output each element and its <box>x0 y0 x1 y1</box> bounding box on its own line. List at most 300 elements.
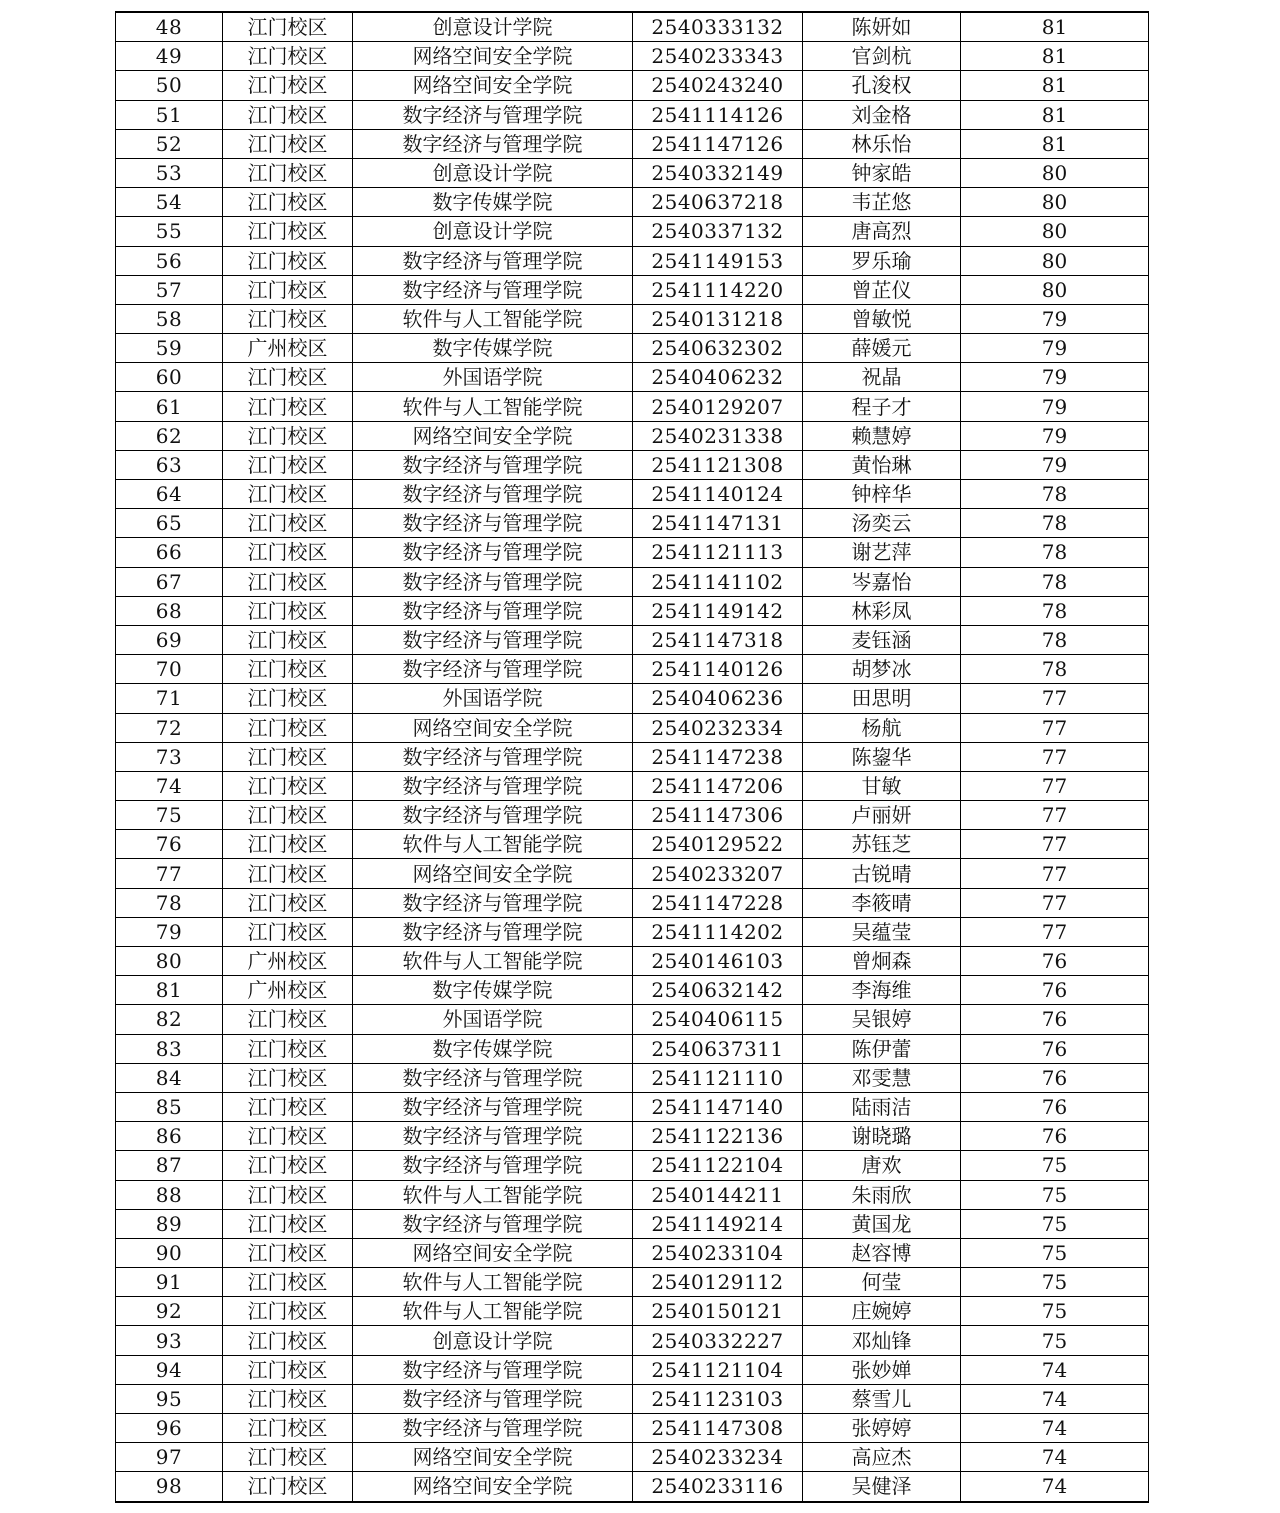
cell-rank: 70 <box>116 655 223 684</box>
cell-score: 79 <box>961 421 1149 450</box>
cell-campus: 广州校区 <box>223 976 353 1005</box>
cell-name: 古锐晴 <box>803 859 961 888</box>
cell-college: 数字经济与管理学院 <box>353 917 633 946</box>
cell-name: 卢丽妍 <box>803 801 961 830</box>
cell-college: 数字传媒学院 <box>353 188 633 217</box>
table-row <box>116 625 1149 654</box>
cell-rank: 92 <box>116 1297 223 1326</box>
cell-name: 张妙婵 <box>803 1355 961 1384</box>
cell-college: 创意设计学院 <box>353 217 633 246</box>
cell-score: 75 <box>961 1326 1149 1355</box>
cell-rank: 83 <box>116 1034 223 1063</box>
cell-student-id: 2541114220 <box>633 275 803 304</box>
cell-score: 81 <box>961 100 1149 129</box>
cell-rank: 53 <box>116 158 223 187</box>
table-row <box>116 655 1149 684</box>
cell-campus: 江门校区 <box>223 1297 353 1326</box>
cell-student-id: 2540637218 <box>633 188 803 217</box>
cell-campus: 江门校区 <box>223 509 353 538</box>
cell-score: 74 <box>961 1414 1149 1443</box>
cell-student-id: 2541147238 <box>633 742 803 771</box>
cell-student-id: 2540632142 <box>633 976 803 1005</box>
cell-college: 网络空间安全学院 <box>353 42 633 71</box>
cell-campus: 江门校区 <box>223 1326 353 1355</box>
cell-campus: 江门校区 <box>223 480 353 509</box>
table-row <box>116 1180 1149 1209</box>
score-table <box>115 11 1149 1503</box>
cell-college: 软件与人工智能学院 <box>353 830 633 859</box>
table-row <box>116 1414 1149 1443</box>
cell-college: 外国语学院 <box>353 684 633 713</box>
cell-score: 80 <box>961 188 1149 217</box>
cell-name: 唐高烈 <box>803 217 961 246</box>
cell-campus: 广州校区 <box>223 947 353 976</box>
cell-student-id: 2541121104 <box>633 1355 803 1384</box>
cell-name: 张婷婷 <box>803 1414 961 1443</box>
cell-score: 79 <box>961 363 1149 392</box>
table-row <box>116 1063 1149 1092</box>
cell-name: 谢艺萍 <box>803 538 961 567</box>
table-row <box>116 509 1149 538</box>
cell-rank: 75 <box>116 801 223 830</box>
cell-score: 75 <box>961 1268 1149 1297</box>
cell-campus: 江门校区 <box>223 917 353 946</box>
cell-name: 赖慧婷 <box>803 421 961 450</box>
cell-campus: 江门校区 <box>223 596 353 625</box>
cell-rank: 52 <box>116 129 223 158</box>
cell-rank: 93 <box>116 1326 223 1355</box>
cell-rank: 51 <box>116 100 223 129</box>
cell-rank: 98 <box>116 1472 223 1502</box>
cell-campus: 江门校区 <box>223 1355 353 1384</box>
cell-college: 网络空间安全学院 <box>353 1238 633 1267</box>
cell-score: 78 <box>961 567 1149 596</box>
cell-college: 数字经济与管理学院 <box>353 1122 633 1151</box>
cell-rank: 76 <box>116 830 223 859</box>
cell-name: 汤奕云 <box>803 509 961 538</box>
cell-campus: 广州校区 <box>223 334 353 363</box>
cell-name: 钟梓华 <box>803 480 961 509</box>
cell-student-id: 2541147140 <box>633 1092 803 1121</box>
cell-rank: 85 <box>116 1092 223 1121</box>
cell-name: 曾敏悦 <box>803 304 961 333</box>
cell-score: 78 <box>961 538 1149 567</box>
table-row <box>116 363 1149 392</box>
cell-student-id: 2540632302 <box>633 334 803 363</box>
cell-rank: 97 <box>116 1443 223 1472</box>
table-row <box>116 421 1149 450</box>
cell-student-id: 2541147228 <box>633 888 803 917</box>
cell-college: 数字经济与管理学院 <box>353 100 633 129</box>
cell-rank: 64 <box>116 480 223 509</box>
cell-name: 李海维 <box>803 976 961 1005</box>
cell-name: 谢晓璐 <box>803 1122 961 1151</box>
cell-student-id: 2541114126 <box>633 100 803 129</box>
cell-name: 黄国龙 <box>803 1209 961 1238</box>
cell-college: 创意设计学院 <box>353 1326 633 1355</box>
cell-score: 77 <box>961 742 1149 771</box>
cell-score: 77 <box>961 684 1149 713</box>
cell-rank: 57 <box>116 275 223 304</box>
cell-name: 黄怡琳 <box>803 450 961 479</box>
cell-name: 陈妍如 <box>803 12 961 42</box>
cell-name: 赵容博 <box>803 1238 961 1267</box>
cell-campus: 江门校区 <box>223 1414 353 1443</box>
table-row <box>116 713 1149 742</box>
table-row <box>116 596 1149 625</box>
cell-campus: 江门校区 <box>223 450 353 479</box>
cell-campus: 江门校区 <box>223 217 353 246</box>
cell-rank: 91 <box>116 1268 223 1297</box>
table-row <box>116 888 1149 917</box>
cell-college: 数字经济与管理学院 <box>353 888 633 917</box>
cell-college: 外国语学院 <box>353 363 633 392</box>
table-row <box>116 947 1149 976</box>
cell-name: 田思明 <box>803 684 961 713</box>
cell-campus: 江门校区 <box>223 71 353 100</box>
cell-student-id: 2541122104 <box>633 1151 803 1180</box>
cell-campus: 江门校区 <box>223 888 353 917</box>
cell-rank: 90 <box>116 1238 223 1267</box>
cell-score: 75 <box>961 1297 1149 1326</box>
table-row <box>116 1034 1149 1063</box>
cell-name: 吴蕴莹 <box>803 917 961 946</box>
cell-score: 75 <box>961 1238 1149 1267</box>
cell-name: 吴健泽 <box>803 1472 961 1502</box>
cell-score: 76 <box>961 976 1149 1005</box>
cell-student-id: 2541121308 <box>633 450 803 479</box>
cell-rank: 87 <box>116 1151 223 1180</box>
cell-campus: 江门校区 <box>223 1063 353 1092</box>
cell-student-id: 2540337132 <box>633 217 803 246</box>
cell-campus: 江门校区 <box>223 188 353 217</box>
cell-name: 唐欢 <box>803 1151 961 1180</box>
cell-score: 78 <box>961 655 1149 684</box>
cell-campus: 江门校区 <box>223 771 353 800</box>
cell-name: 吴银婷 <box>803 1005 961 1034</box>
cell-score: 77 <box>961 801 1149 830</box>
cell-rank: 80 <box>116 947 223 976</box>
cell-rank: 49 <box>116 42 223 71</box>
cell-name: 韦芷悠 <box>803 188 961 217</box>
cell-name: 曾芷仪 <box>803 275 961 304</box>
cell-rank: 68 <box>116 596 223 625</box>
cell-name: 曾炯森 <box>803 947 961 976</box>
cell-college: 数字经济与管理学院 <box>353 567 633 596</box>
cell-college: 网络空间安全学院 <box>353 1472 633 1502</box>
table-row <box>116 742 1149 771</box>
cell-rank: 60 <box>116 363 223 392</box>
table-row <box>116 1297 1149 1326</box>
table-row <box>116 334 1149 363</box>
table-row <box>116 129 1149 158</box>
cell-name: 罗乐瑜 <box>803 246 961 275</box>
cell-rank: 94 <box>116 1355 223 1384</box>
cell-college: 数字经济与管理学院 <box>353 275 633 304</box>
cell-rank: 71 <box>116 684 223 713</box>
table-row <box>116 12 1149 42</box>
cell-name: 苏钰芝 <box>803 830 961 859</box>
cell-campus: 江门校区 <box>223 801 353 830</box>
cell-score: 81 <box>961 12 1149 42</box>
cell-campus: 江门校区 <box>223 1151 353 1180</box>
table-row <box>116 684 1149 713</box>
cell-campus: 江门校区 <box>223 1472 353 1502</box>
table-row <box>116 100 1149 129</box>
cell-score: 79 <box>961 334 1149 363</box>
cell-campus: 江门校区 <box>223 12 353 42</box>
cell-name: 朱雨欣 <box>803 1180 961 1209</box>
cell-campus: 江门校区 <box>223 1034 353 1063</box>
cell-student-id: 2541114202 <box>633 917 803 946</box>
cell-score: 80 <box>961 246 1149 275</box>
cell-campus: 江门校区 <box>223 275 353 304</box>
cell-college: 数字传媒学院 <box>353 976 633 1005</box>
cell-campus: 江门校区 <box>223 42 353 71</box>
cell-college: 创意设计学院 <box>353 158 633 187</box>
cell-campus: 江门校区 <box>223 1005 353 1034</box>
cell-student-id: 2540233234 <box>633 1443 803 1472</box>
cell-student-id: 2540146103 <box>633 947 803 976</box>
cell-rank: 63 <box>116 450 223 479</box>
cell-rank: 72 <box>116 713 223 742</box>
cell-name: 薛媛元 <box>803 334 961 363</box>
cell-college: 数字经济与管理学院 <box>353 1092 633 1121</box>
cell-score: 80 <box>961 217 1149 246</box>
cell-student-id: 2540332149 <box>633 158 803 187</box>
cell-college: 软件与人工智能学院 <box>353 392 633 421</box>
cell-rank: 50 <box>116 71 223 100</box>
cell-score: 77 <box>961 713 1149 742</box>
cell-score: 77 <box>961 830 1149 859</box>
cell-score: 81 <box>961 129 1149 158</box>
cell-score: 80 <box>961 275 1149 304</box>
table-row <box>116 275 1149 304</box>
cell-rank: 56 <box>116 246 223 275</box>
cell-college: 数字经济与管理学院 <box>353 596 633 625</box>
cell-rank: 77 <box>116 859 223 888</box>
cell-score: 76 <box>961 1034 1149 1063</box>
cell-campus: 江门校区 <box>223 1268 353 1297</box>
cell-campus: 江门校区 <box>223 538 353 567</box>
cell-score: 78 <box>961 509 1149 538</box>
cell-college: 软件与人工智能学院 <box>353 304 633 333</box>
cell-score: 76 <box>961 1092 1149 1121</box>
cell-student-id: 2541147131 <box>633 509 803 538</box>
table-row <box>116 480 1149 509</box>
cell-college: 数字经济与管理学院 <box>353 129 633 158</box>
cell-student-id: 2540131218 <box>633 304 803 333</box>
table-row <box>116 567 1149 596</box>
cell-student-id: 2540233343 <box>633 42 803 71</box>
cell-campus: 江门校区 <box>223 684 353 713</box>
cell-name: 麦钰涵 <box>803 625 961 654</box>
cell-student-id: 2540243240 <box>633 71 803 100</box>
cell-score: 76 <box>961 1122 1149 1151</box>
table-row <box>116 71 1149 100</box>
cell-campus: 江门校区 <box>223 1180 353 1209</box>
cell-name: 刘金格 <box>803 100 961 129</box>
cell-student-id: 2541141102 <box>633 567 803 596</box>
cell-name: 邓雯慧 <box>803 1063 961 1092</box>
cell-student-id: 2540129207 <box>633 392 803 421</box>
cell-college: 数字传媒学院 <box>353 1034 633 1063</box>
table-row <box>116 1209 1149 1238</box>
table-row <box>116 1326 1149 1355</box>
table-row <box>116 538 1149 567</box>
table-row <box>116 188 1149 217</box>
cell-name: 孔浚权 <box>803 71 961 100</box>
cell-college: 创意设计学院 <box>353 12 633 42</box>
cell-campus: 江门校区 <box>223 859 353 888</box>
cell-score: 81 <box>961 71 1149 100</box>
cell-name: 何莹 <box>803 1268 961 1297</box>
cell-rank: 74 <box>116 771 223 800</box>
cell-rank: 79 <box>116 917 223 946</box>
cell-student-id: 2541149142 <box>633 596 803 625</box>
cell-student-id: 2541123103 <box>633 1384 803 1413</box>
cell-name: 陈鋆华 <box>803 742 961 771</box>
cell-campus: 江门校区 <box>223 1092 353 1121</box>
cell-college: 数字经济与管理学院 <box>353 1355 633 1384</box>
cell-score: 79 <box>961 304 1149 333</box>
cell-college: 数字经济与管理学院 <box>353 1151 633 1180</box>
cell-campus: 江门校区 <box>223 246 353 275</box>
cell-student-id: 2540637311 <box>633 1034 803 1063</box>
cell-campus: 江门校区 <box>223 655 353 684</box>
cell-score: 77 <box>961 888 1149 917</box>
cell-campus: 江门校区 <box>223 129 353 158</box>
table-row <box>116 1092 1149 1121</box>
cell-score: 74 <box>961 1443 1149 1472</box>
table-row <box>116 1238 1149 1267</box>
cell-rank: 48 <box>116 12 223 42</box>
table-row <box>116 304 1149 333</box>
cell-rank: 59 <box>116 334 223 363</box>
cell-student-id: 2540333132 <box>633 12 803 42</box>
cell-name: 甘敏 <box>803 771 961 800</box>
cell-student-id: 2541147318 <box>633 625 803 654</box>
cell-rank: 73 <box>116 742 223 771</box>
cell-college: 数字经济与管理学院 <box>353 771 633 800</box>
cell-campus: 江门校区 <box>223 567 353 596</box>
cell-score: 75 <box>961 1151 1149 1180</box>
cell-student-id: 2540150121 <box>633 1297 803 1326</box>
cell-student-id: 2541149214 <box>633 1209 803 1238</box>
cell-rank: 65 <box>116 509 223 538</box>
cell-campus: 江门校区 <box>223 100 353 129</box>
cell-campus: 江门校区 <box>223 1443 353 1472</box>
cell-score: 81 <box>961 42 1149 71</box>
cell-college: 网络空间安全学院 <box>353 713 633 742</box>
cell-college: 数字经济与管理学院 <box>353 480 633 509</box>
cell-college: 软件与人工智能学院 <box>353 1180 633 1209</box>
cell-name: 钟家皓 <box>803 158 961 187</box>
cell-score: 75 <box>961 1209 1149 1238</box>
cell-campus: 江门校区 <box>223 1209 353 1238</box>
cell-student-id: 2541121110 <box>633 1063 803 1092</box>
table-row <box>116 42 1149 71</box>
cell-campus: 江门校区 <box>223 158 353 187</box>
cell-college: 数字经济与管理学院 <box>353 246 633 275</box>
cell-name: 胡梦冰 <box>803 655 961 684</box>
cell-student-id: 2541140124 <box>633 480 803 509</box>
cell-score: 74 <box>961 1384 1149 1413</box>
table-row <box>116 801 1149 830</box>
cell-score: 77 <box>961 771 1149 800</box>
table-row <box>116 1384 1149 1413</box>
cell-student-id: 2540232334 <box>633 713 803 742</box>
cell-name: 李筱晴 <box>803 888 961 917</box>
cell-rank: 55 <box>116 217 223 246</box>
cell-name: 祝晶 <box>803 363 961 392</box>
cell-college: 数字经济与管理学院 <box>353 450 633 479</box>
cell-college: 数字经济与管理学院 <box>353 801 633 830</box>
cell-name: 官剑杭 <box>803 42 961 71</box>
cell-score: 78 <box>961 625 1149 654</box>
cell-campus: 江门校区 <box>223 421 353 450</box>
cell-name: 林乐怡 <box>803 129 961 158</box>
cell-score: 77 <box>961 859 1149 888</box>
cell-student-id: 2540332227 <box>633 1326 803 1355</box>
cell-campus: 江门校区 <box>223 713 353 742</box>
cell-student-id: 2540233207 <box>633 859 803 888</box>
cell-rank: 62 <box>116 421 223 450</box>
cell-campus: 江门校区 <box>223 304 353 333</box>
cell-score: 76 <box>961 1063 1149 1092</box>
table-row <box>116 976 1149 1005</box>
table-row <box>116 1472 1149 1502</box>
cell-college: 数字经济与管理学院 <box>353 509 633 538</box>
cell-rank: 95 <box>116 1384 223 1413</box>
cell-college: 网络空间安全学院 <box>353 71 633 100</box>
cell-rank: 89 <box>116 1209 223 1238</box>
cell-college: 数字经济与管理学院 <box>353 1414 633 1443</box>
cell-score: 76 <box>961 1005 1149 1034</box>
cell-score: 75 <box>961 1180 1149 1209</box>
cell-student-id: 2541147306 <box>633 801 803 830</box>
cell-campus: 江门校区 <box>223 742 353 771</box>
cell-name: 庄婉婷 <box>803 1297 961 1326</box>
table-row <box>116 1355 1149 1384</box>
cell-score: 78 <box>961 596 1149 625</box>
cell-rank: 54 <box>116 188 223 217</box>
cell-college: 外国语学院 <box>353 1005 633 1034</box>
cell-student-id: 2540231338 <box>633 421 803 450</box>
cell-student-id: 2540406232 <box>633 363 803 392</box>
table-row <box>116 1151 1149 1180</box>
cell-score: 80 <box>961 158 1149 187</box>
cell-college: 网络空间安全学院 <box>353 421 633 450</box>
cell-name: 程子才 <box>803 392 961 421</box>
table-row <box>116 859 1149 888</box>
cell-name: 杨航 <box>803 713 961 742</box>
cell-student-id: 2540129522 <box>633 830 803 859</box>
cell-name: 陆雨洁 <box>803 1092 961 1121</box>
table-row <box>116 158 1149 187</box>
cell-rank: 86 <box>116 1122 223 1151</box>
cell-college: 数字经济与管理学院 <box>353 538 633 567</box>
cell-college: 网络空间安全学院 <box>353 1443 633 1472</box>
table-row <box>116 1443 1149 1472</box>
cell-name: 高应杰 <box>803 1443 961 1472</box>
cell-rank: 78 <box>116 888 223 917</box>
cell-college: 数字经济与管理学院 <box>353 625 633 654</box>
cell-score: 74 <box>961 1355 1149 1384</box>
cell-student-id: 2541147308 <box>633 1414 803 1443</box>
cell-name: 岑嘉怡 <box>803 567 961 596</box>
cell-score: 78 <box>961 480 1149 509</box>
